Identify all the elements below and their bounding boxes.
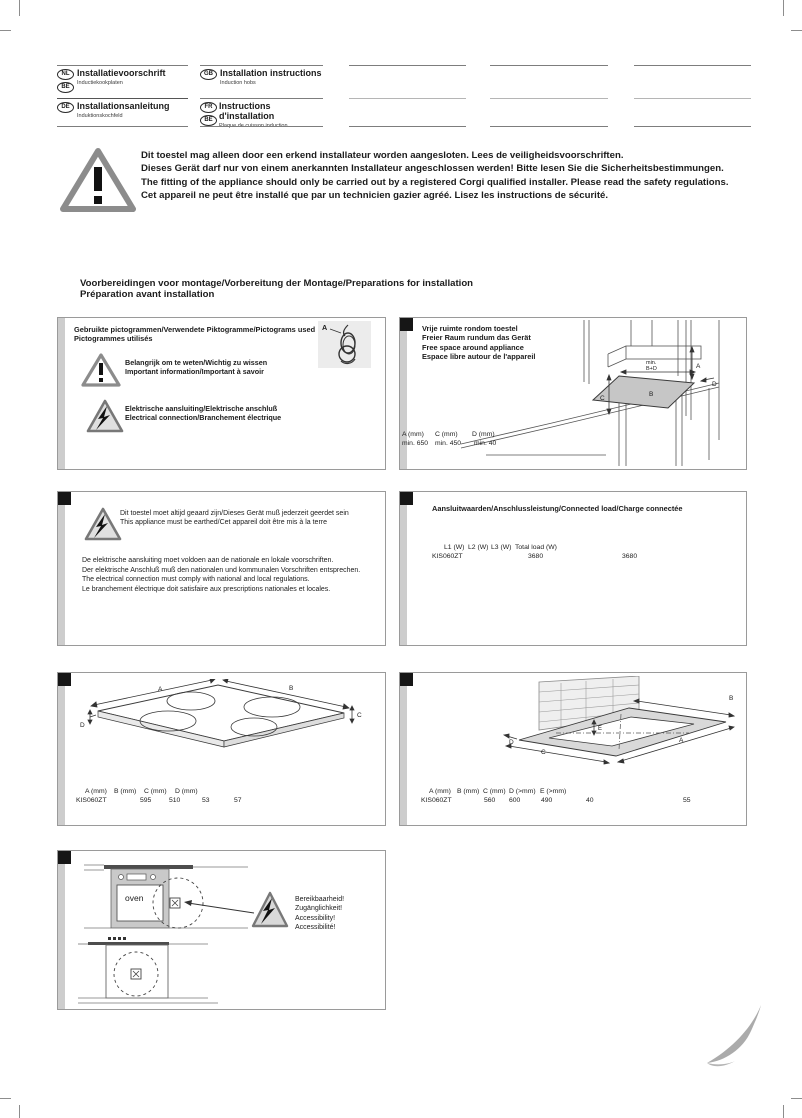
lang-badge-be: BE — [200, 115, 217, 126]
regulations-line-nl: De elektrische aansluiting moet voldoen aan de nationale en lokale voorschriften. — [82, 557, 334, 564]
electrical-connection-line2: Electrical connection/Branchement électrique — [125, 413, 282, 423]
crop-mark — [783, 1105, 784, 1118]
lang-badge-nl: NL — [57, 69, 74, 80]
free-space-label-min: min. — [646, 360, 657, 366]
header-title-de: Installationsanleitung — [77, 101, 170, 111]
free-space-label-c: C — [600, 395, 605, 402]
accessibility-line-nl: Bereikbaarheid! — [295, 896, 345, 903]
cable-label: A — [322, 323, 328, 332]
header-column-empty-3 — [634, 63, 751, 129]
free-space-label-a: A — [696, 363, 701, 370]
free-space-table — [400, 430, 520, 454]
col-header: Total load (W) — [515, 544, 557, 551]
important-info-line1: Belangrijk om te weten/Wichtig zu wissen — [125, 358, 268, 367]
box-earthing — [57, 491, 386, 646]
earthing-line2: This appliance must be earthed/Cet appareil doit être mis à la terre — [120, 519, 327, 526]
accessibility-line-de: Zugänglichkeit! — [295, 905, 343, 913]
box-accessibility — [57, 850, 386, 1010]
safety-line-de: Dieses Gerät darf nur von einem anerkannten Installateur angeschlossen werden! Bitte lesen Sie die Sicherheitsbestimmungen. — [141, 163, 724, 175]
crop-mark — [19, 1105, 20, 1118]
col-header: A (mm) — [402, 431, 424, 438]
cell-value: 53 — [202, 797, 210, 804]
box-corner-marker — [400, 492, 413, 505]
pictograms-title-line1: Gebruikte pictogrammen/Verwendete Piktogramme/Pictograms used — [74, 325, 316, 334]
box-connected-load — [399, 491, 747, 646]
cell-value: 560 — [484, 797, 496, 804]
free-space-title-en: Free space around appliance — [422, 342, 524, 352]
warning-triangle-icon — [60, 147, 136, 213]
cell-value: 510 — [169, 797, 181, 804]
cell-value: 55 — [683, 797, 691, 804]
cell-value: 600 — [509, 797, 521, 804]
lang-badge-de: DE — [57, 102, 74, 113]
col-header: L1 (W) — [444, 544, 465, 551]
col-header: D (>mm) — [509, 788, 536, 795]
brand-swoosh-logo — [705, 1005, 767, 1075]
model-number: KIS060ZT — [76, 797, 107, 804]
box-left-bar — [58, 318, 65, 469]
lang-badge-be: BE — [57, 82, 74, 93]
cutout-diagram — [501, 676, 741, 784]
box-pictograms — [57, 317, 386, 470]
hob-label-d: D — [80, 722, 85, 729]
accessibility-line-en: Accessibility! — [295, 914, 336, 922]
cell-value: 3680 — [528, 553, 544, 560]
header-subtitle-gb: Induction hobs — [220, 80, 256, 86]
col-header: B (mm) — [457, 788, 480, 795]
earthing-line1: Dit toestel moet altijd geaard zijn/Dieses Gerät muß jederzeit geerdet sein — [120, 510, 349, 517]
crop-mark — [19, 0, 20, 16]
section-heading — [80, 279, 473, 300]
free-space-title-de: Freier Raum rundum das Gerät — [422, 333, 531, 343]
regulations-line-fr: Le branchement électrique doit satisfaire aux prescriptions nationales et locales. — [82, 586, 331, 594]
cell-value: min. 450 — [435, 440, 462, 447]
box-left-bar — [58, 492, 65, 645]
header-subtitle-nl: Inductiekookplaten — [77, 80, 123, 86]
free-space-title-nl: Vrije ruimte rondom toestel — [422, 324, 518, 333]
box-corner-marker — [58, 673, 71, 686]
cutout-table — [400, 787, 740, 809]
cell-value: 490 — [541, 797, 553, 804]
regulations-line-de: Der elektrische Anschluß muß den nationalen und kommunalen Vorschriften entsprechen. — [82, 566, 361, 574]
cutout-label-b: B — [729, 695, 734, 702]
header-title-gb: Installation instructions — [220, 68, 322, 78]
model-number: KIS060ZT — [432, 553, 463, 560]
col-header: C (mm) — [483, 788, 506, 795]
col-header: L2 (W) — [468, 544, 489, 551]
crop-mark — [0, 1098, 11, 1099]
col-header: C (mm) — [435, 431, 458, 438]
crop-mark — [791, 1098, 802, 1099]
oven-label: oven — [125, 893, 144, 903]
cutout-label-e: E — [598, 726, 603, 732]
header-title-fr: Instructions d'installation — [219, 101, 275, 121]
safety-line-fr: Cet appareil ne peut être installé que par un technicien gazier agréé. Lisez les instructions de sécurité. — [141, 190, 609, 202]
header-title-nl: Installatievoorschrift — [77, 68, 166, 78]
col-header: L3 (W) — [491, 544, 512, 551]
free-space-label-d: D — [712, 381, 717, 388]
box-corner-marker — [400, 673, 413, 686]
accessibility-line-fr: Accessibilité! — [295, 923, 336, 931]
free-space-title-fr: Espace libre autour de l'appareil — [422, 351, 536, 361]
free-space-label-bd: B+D — [646, 366, 657, 372]
section-heading-line1: Voorbereidingen voor montage/Vorbereitung der Montage/Preparations for installation — [80, 278, 474, 289]
box-corner-marker — [58, 492, 71, 505]
box-free-space — [399, 317, 747, 470]
crop-mark — [791, 30, 802, 31]
box-left-bar — [400, 492, 407, 645]
crop-mark — [783, 0, 784, 16]
cutout-label-a: A — [679, 737, 684, 744]
cell-value: min. 40 — [474, 440, 497, 447]
col-header: C (mm) — [144, 788, 167, 795]
col-header: A (mm) — [85, 788, 107, 795]
hob-label-a: A — [158, 686, 163, 693]
col-header: D (mm) — [472, 431, 495, 438]
safety-warning-text — [141, 149, 728, 203]
cell-value: 57 — [234, 797, 242, 804]
box-corner-marker — [400, 318, 413, 331]
hob-label-b: B — [289, 685, 294, 692]
col-header: E (>mm) — [540, 788, 567, 795]
connected-load-title: Aansluitwaarden/Anschlussleistung/Connected load/Charge connectée — [432, 504, 683, 513]
crop-mark — [0, 30, 11, 31]
box-cutout — [399, 672, 747, 826]
col-header: B (mm) — [114, 788, 137, 795]
safety-line-en: The fitting of the appliance should only be carried out by a registered Corgi qualified installer. Please read the safety regulations. — [141, 176, 729, 188]
col-header: A (mm) — [429, 788, 451, 795]
hob-dimensions-diagram — [76, 679, 376, 779]
important-triangle-icon — [81, 352, 121, 388]
electrical-triangle-icon — [86, 398, 124, 434]
cutout-label-d: D — [509, 739, 514, 746]
box-hob-dimensions — [57, 672, 386, 826]
cutout-label-c: C — [541, 749, 546, 756]
lang-badge-gb: GB — [200, 69, 217, 80]
cell-value: min. 650 — [402, 440, 429, 447]
electrical-connection-line1: Elektrische aansluiting/Elektrische anschluß — [125, 404, 278, 413]
regulations-line-en: The electrical connection must comply with national and local regulations. — [82, 576, 310, 584]
hob-label-c: C — [357, 712, 362, 719]
section-heading-line2: Préparation avant installation — [80, 288, 215, 300]
safety-line-nl: Dit toestel mag alleen door een erkend installateur worden aangesloten. Lees de veiligheidsvoorschriften. — [141, 150, 624, 161]
hob-dimensions-table — [58, 787, 378, 809]
free-space-label-b: B — [649, 391, 654, 398]
cell-value: 3680 — [622, 553, 638, 560]
connected-load-table — [400, 543, 740, 565]
col-header: D (mm) — [175, 788, 198, 795]
cell-value: 595 — [140, 797, 152, 804]
header-column-nl-de — [57, 63, 188, 129]
lang-badge-fr: FR — [200, 102, 217, 113]
header-column-empty-2 — [490, 63, 608, 129]
header-subtitle-de: Induktionskochfeld — [77, 113, 123, 119]
cell-value: 40 — [586, 797, 594, 804]
pictograms-title-line2: Pictogrammes utilisés — [74, 334, 153, 344]
header-column-empty-1 — [349, 63, 466, 129]
important-info-line2: Important information/Important à savoir — [125, 367, 264, 377]
model-number: KIS060ZT — [421, 797, 452, 804]
electrical-triangle-icon — [84, 506, 122, 542]
header-column-gb-fr — [200, 63, 323, 129]
